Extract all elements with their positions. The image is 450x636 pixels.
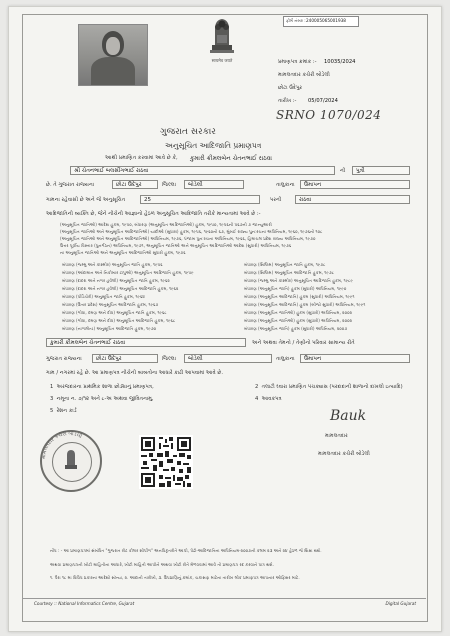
residence-taluka-label: તાલુકાના	[276, 356, 295, 362]
intro-text: આથી પ્રમાણિત કરવામાં આવે છે કે,	[105, 155, 178, 161]
handwritten-reference: SRNO 1070/024	[276, 108, 382, 122]
left-orders-list	[62, 262, 232, 334]
right-order-item: બંધારણ (સિક્કિમ) અનુસૂચિત આદિજાતિ હુકમ, ૧૯૭૮	[244, 270, 335, 275]
residence-taluka-field: બોડેલી	[184, 354, 272, 363]
right-orders-list	[244, 262, 416, 334]
order-line-4: ઉત્તર પૂર્વીય વિસ્તાર (પુનર્ગઠન) અધિનિયમ, ૧૯૭૧, અનુસૂચિત જાતિઓ અને અનુસૂચિત આદિજાતિઓ આદેશ (સુધારો) અધિનિયમ, ૧૯૭૬	[60, 243, 292, 248]
list-number-field: 25	[140, 195, 260, 204]
office-district: છોટા ઉદેપુર	[278, 85, 303, 91]
relation-value-field: પુત્રી	[352, 166, 410, 175]
father-name-field: શ્રી ચેતનભાઈ બલસીંગભાઈ રાઠવા	[70, 166, 335, 175]
government-title: ગુજરાત સરકાર	[160, 127, 216, 137]
footer-brand: Digital Gujarat	[385, 601, 416, 606]
note-line-1: નોંધ : - આ પ્રમાણપત્રમાં સંબંધિત "ગુજરાત રીટ કોલર શીપીંગ" અનધિકૃતરીતે આપી, પેઢી-આદિજાતિના અધિનિયમ-૨૦૦૭ની કલમ ૨૩ અને ૨૪ હેઠળ જે શિક્ષા થશે.	[50, 548, 322, 553]
order-line-5: ના અનુસૂચિત જાતિઓ અને અનુસૂચિત આદિજાતિઓ સુધારો હુકમ, ૧૯૭૬	[60, 250, 186, 255]
cert-number-value: 10035/2024	[324, 59, 356, 65]
recognition-text: આદિજાતિની વ્યક્તિ છે, જેને નીચેની આજ્ઞાનો હેઠળ અનુસૂચિત આદિજાતિ તરીકે માન્યતામાં આવે છે :-	[46, 211, 261, 217]
right-order-item: બંધારણ (અનુસૂચિત જાતિ) હુકમ (સુધારો) અધિનિયમ, ૧૯૯૦	[244, 286, 347, 291]
right-order-item: બંધારણ (અનુસૂચિત આદિજાતિ) હુકમ (સુધારો) અધિનિયમ, ૧૯૯૧	[244, 294, 355, 299]
form-number-value: 240005065001938	[306, 18, 346, 23]
signature-scribble: Bauk	[330, 408, 367, 424]
cert-number-label: પ્રમાણપત્ર ક્રમાંક :-	[278, 59, 317, 65]
note-line-2: અથવા પ્રમાણપત્રની ખોટી માહિતીના આધારે, ખોટી માહિતી આપીને અથવા ખોટી રીતે મેળવવામાં આવે તો પ્રમાણપત્ર રદ કરવાને પાત્ર થશે.	[50, 562, 274, 567]
right-order-item: બંધારણ (અનુસૂચિત જાતિઓ) હુકમ (સુધારો) અધિનિયમ, ૨૦૦૨	[244, 310, 353, 315]
taluka-field: બોડેલી	[184, 180, 244, 189]
basis-item-1: 1 અરજદારના પ્રાથમિક શાળા છોડ્યાનું પ્રમાણપત્ર,	[50, 384, 154, 390]
residence-prefix: ગુજરાત રાજ્યના	[46, 356, 82, 362]
signatory-office: મામલતદાર કચેરી બોડેલી	[318, 451, 370, 457]
form-number-box	[283, 16, 359, 27]
residence-village-field: ઉમાપન	[300, 354, 410, 363]
left-order-item: બંધારણ (ગોવા, દમણ અને દીવ) અનુસૂચિત જાતિ હુકમ, ૧૯૬૮	[62, 310, 167, 315]
right-order-item: બંધારણ (અનુસૂચિત આદિજાતિ) હુકમ (બીજો સુધારો) અધિનિયમ, ૧૯૯૧	[244, 302, 366, 307]
date-label: તારીખ :-	[278, 98, 297, 104]
footer	[22, 598, 426, 610]
left-order-item: બંધારણ (જમ્મુ અને કાશ્મીર) અનુસૂચિત જાતિ હુકમ, ૧૯૫૬	[62, 262, 163, 267]
list-line-suffix: પરની	[270, 197, 282, 203]
seal-text: મામલતદાર કચેરી બોડેલી	[40, 430, 83, 460]
right-order-item: બંધારણ (જમ્મુ અને કાશ્મીર) અનુસૂચિત આદિજાતિ હુકમ, ૧૯૮૯	[244, 278, 353, 283]
national-emblem-icon	[206, 15, 238, 57]
family-name-field: કુમારી ક્રીમલબેન ચેતનભાઈ રાઠવા	[46, 338, 246, 347]
date-value: 05/07/2024	[308, 98, 338, 104]
residence-district-field: છોટા ઉદેપુર	[92, 354, 158, 363]
applicant-name: કુમારી ક્રીમલબેન ચેતનભાઈ રાઠવા	[190, 155, 272, 162]
order-line-1: (અનુસૂચિત જાતિઓ) આદેશ હુકમ, ૧૯૫૦, બંધારણ (અનુસૂચિત આદિજાતિઓ) હુકમ, ૧૯૫૦, ૧૯૫૬ની ૫૬૭ની ૭ જાન્યુઆરી	[60, 222, 272, 227]
applicant-photo	[78, 24, 148, 86]
left-order-item: બંધારણ (ઉત્તર પ્રદેશ) અનુસૂચિત આદિજાતિ હુકમ, ૧૯૬૭	[62, 302, 159, 307]
qr-code	[139, 435, 193, 489]
family-line-suffix: અને અથવા તેમનો / તેણીનો પરિવાર સામાન્ય રીતે	[252, 340, 355, 346]
basis-item-2: 2 તલાટી ઘ્વારા પ્રમાણિત પંચક્યાસ (પરદાદાની શાળાનો દાખલો ઇત્યાદિ)	[255, 384, 403, 390]
taluka-label: તાલુકાના	[276, 182, 295, 188]
satyameva-jayate-motto: सत्यमेव जयते	[211, 58, 233, 63]
signatory-title: મામલતદાર	[325, 433, 348, 439]
left-order-item: બંધારણ (આંદામાન અને નિકોબાર ટાપુઓ) અનુસૂચિત આદિજાતિ હુકમ, ૧૯૫૯	[62, 270, 194, 275]
village-line: ગામ / નગરમાં રહે છે. આ પ્રમાણપત્ર નીચેની બાબતોના આધારે કાઢી આપવામાં આવે છે.	[46, 370, 224, 376]
residence-district-label: જિલ્લા	[162, 356, 176, 362]
basis-item-3: 3 નમૂના ન. ૭/૧૨ અને ૮-અ અથવા જીવિતનામુ,	[50, 396, 154, 402]
left-order-item: બંધારણ (દાદરા અને નગર હવેલી) અનુસૂચિત આદિજાતિ હુકમ, ૧૯૬૨	[62, 286, 179, 291]
office-name: મામલતદાર કચેરી બોડેલી	[278, 72, 330, 78]
left-order-item: બંધારણ (નાગાલેન્ડ) અનુસૂચિત આદિજાતિ હુકમ, ૧૯૭૦	[62, 326, 157, 331]
state-line-prefix: છે. તે ગુજરાત રાજ્યના	[46, 182, 95, 188]
svg-text:મામલતદાર કચેરી બોડેલી	[41, 430, 84, 459]
left-order-item: બંધારણ (પોંડિચેરી) અનુસૂચિત જાતિ હુકમ, ૧૯૬૪	[62, 294, 145, 299]
tribe-field: રાઠવા	[295, 195, 410, 204]
district-label: જિલ્લા	[162, 182, 176, 188]
certificate-title: અનુસૂચિત આદિજાતિ પ્રમાણપત્ર	[165, 141, 262, 150]
right-order-item: બંધારણ (સિક્કિમ) અનુસૂચિત જાતિ હુકમ, ૧૯૭૮	[244, 262, 326, 267]
form-number-label: ફોર્મ નંબર :	[286, 18, 306, 23]
left-order-item: બંધારણ (ગોવા, દમણ અને દીવ) અનુસૂચિત આદિજાતિ હુકમ, ૧૯૬૮	[62, 318, 176, 323]
order-line-3: (અનુસૂચિત જાતિઓ અને અનુસૂચિત આદિજાતિઓ) અધિનિયમ, ૧૯૭૬, પંજાબ પુનઃરચના અધિનિયમ, ૧૯૬૬, હિમાચલ પ્રદેશ રાજ્ય અધિનિયમ, ૧૯૭૦	[60, 236, 316, 241]
right-order-item: બંધારણ (અનુસૂચિત જાતિઓ) હુકમ (સુધારો) અધિનિયમ, ૨૦૦૨	[244, 318, 353, 323]
order-line-2: (અનુસૂચિત જાતિઓ અને અનુસૂચિત આદિજાતિઓ) યાદીઓ (સુધારા) હુકમ, ૧૯૫૬, ૧૯૬૦નો ૬૭, મુંબઈ રાજ્ય પુનઃરચના અધિનિયમ, ૧૯૬૦, ૧૯૭૬નો ૧૦૮	[60, 229, 323, 234]
left-order-item: બંધારણ (દાદરા અને નગર હવેલી) અનુસૂચિત જાતિ હુકમ, ૧૯૬૨	[62, 278, 170, 283]
relation-text: ની	[340, 168, 346, 174]
list-line-prefix: ગામના રહેવાસી છે અને જે અનુસૂચિત	[46, 197, 126, 203]
district-field: છોટા ઉદેપુર	[112, 180, 158, 189]
village-field: ઉમાપન	[300, 180, 410, 189]
footer-courtesy: Courtesy :: National Informatics Centre, Gujarat	[34, 601, 135, 606]
basis-item-5: 5 રેશન કાર્ડ	[50, 408, 77, 414]
seal-text-ring	[36, 426, 102, 492]
note-line-3: ૧. પૈરા ૧૮ મા વિવિધ પ્રકારના આદેશો સંખ્યા, ૨. આદાની તારીખો, ૩. ઉપપ્રાણિનું ક્રમાંક, ચકાસણ માટેના તારીખ લોક પ્રમાણપત્ર આપનાર ઓફિસર માટે.	[50, 575, 300, 580]
right-order-item: બંધારણ (અનુસૂચિત જાતિ) હુકમ (સુધારો) અધિનિયમ, ૨૦૦૭	[244, 326, 348, 331]
basis-item-4: 4 આવકપત્ર	[255, 396, 282, 402]
